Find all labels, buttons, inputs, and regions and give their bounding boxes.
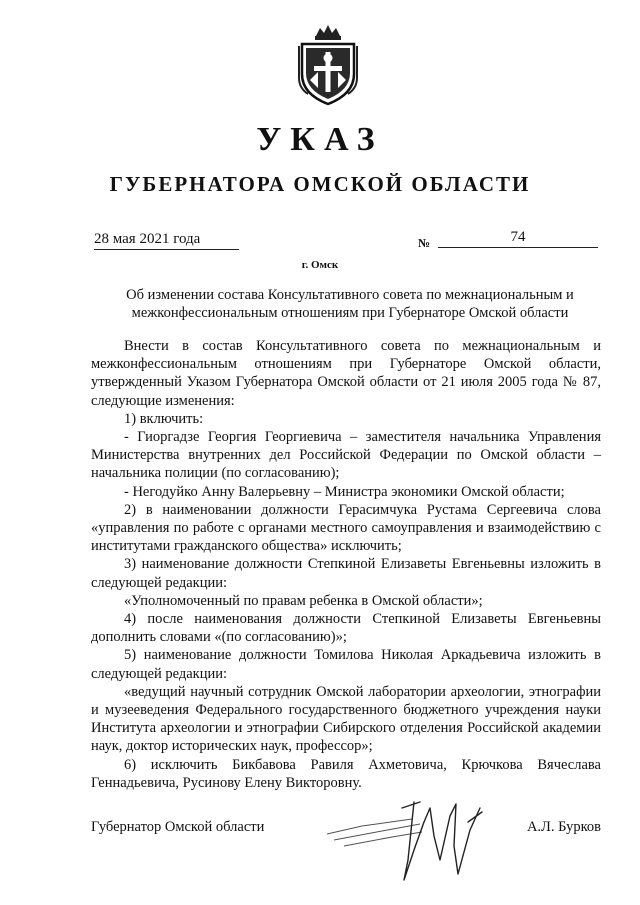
signature-image	[322, 782, 512, 882]
paragraph: 3) наименование должности Степкиной Елизаветы Евгеньевны изложить в следующей редакции:	[91, 556, 601, 591]
paragraph: 4) после наименования должности Степкиной Елизаветы Евгеньевны дополнить словами «(по согласованию)»;	[91, 611, 601, 646]
paragraph: 1) включить:	[124, 410, 204, 427]
paragraph: «ведущий научный сотрудник Омской лаборатории археологии, этнографии и музееведения Федерального государственного бюджетного учреждения науки Института археологии и этнографии Сибирского отделения Российской академии наук, доктор исторических наук, профессор»;	[91, 683, 601, 755]
decree-body	[91, 337, 601, 792]
decree-issuer: ГУБЕРНАТОРА ОМСКОЙ ОБЛАСТИ	[109, 172, 531, 196]
coat-of-arms-icon	[296, 22, 360, 106]
paragraph: 5) наименование должности Томилова Николая Аркадьевича изложить в следующей редакции:	[91, 647, 601, 682]
document-heading: Об изменении состава Консультативного совета по межнациональным и межконфессиональным отношениям при Губернаторе Омской области	[126, 287, 574, 321]
signatory-position: Губернатор Омской области	[91, 819, 265, 835]
paragraph: - Негодуйко Анну Валерьевну – Министра экономики Омской области;	[124, 483, 565, 500]
decree-number: 74	[438, 228, 598, 248]
number-sign: №	[418, 236, 431, 250]
paragraph: - Гиоргадзе Георгия Георгиевича – заместителя начальника Управления Министерства внутренних дел Российской Федерации по Омской области – начальника полиции (по согласованию);	[91, 429, 601, 482]
issue-city: г. Омск	[301, 259, 339, 271]
paragraph: 2) в наименовании должности Герасимчука Рустама Сергеевича слова «управления по работе с органами местного самоуправления и взаимодействию с институтами гражданского общества» исключить;	[91, 501, 601, 555]
signatory-name: А.Л. Бурков	[526, 819, 601, 835]
decree-title: УКАЗ	[256, 121, 384, 158]
paragraph: 6) исключить Бикбавова Равиля Ахметовича, Крючкова Вячеслава Геннадьевича, Русинову Елену Викторовну.	[91, 756, 601, 791]
decree-date: 28 мая 2021 года	[94, 230, 239, 250]
paragraph: «Уполномоченный по правам ребенка в Омской области»;	[124, 592, 483, 609]
paragraph: Внести в состав Консультативного совета по межнациональным и межконфессиональным отношениям при Губернаторе Омской области, утвержденный Указом Губернатора Омской области от 21 июля 2005 года № 87, следующие изменения:	[91, 338, 601, 409]
